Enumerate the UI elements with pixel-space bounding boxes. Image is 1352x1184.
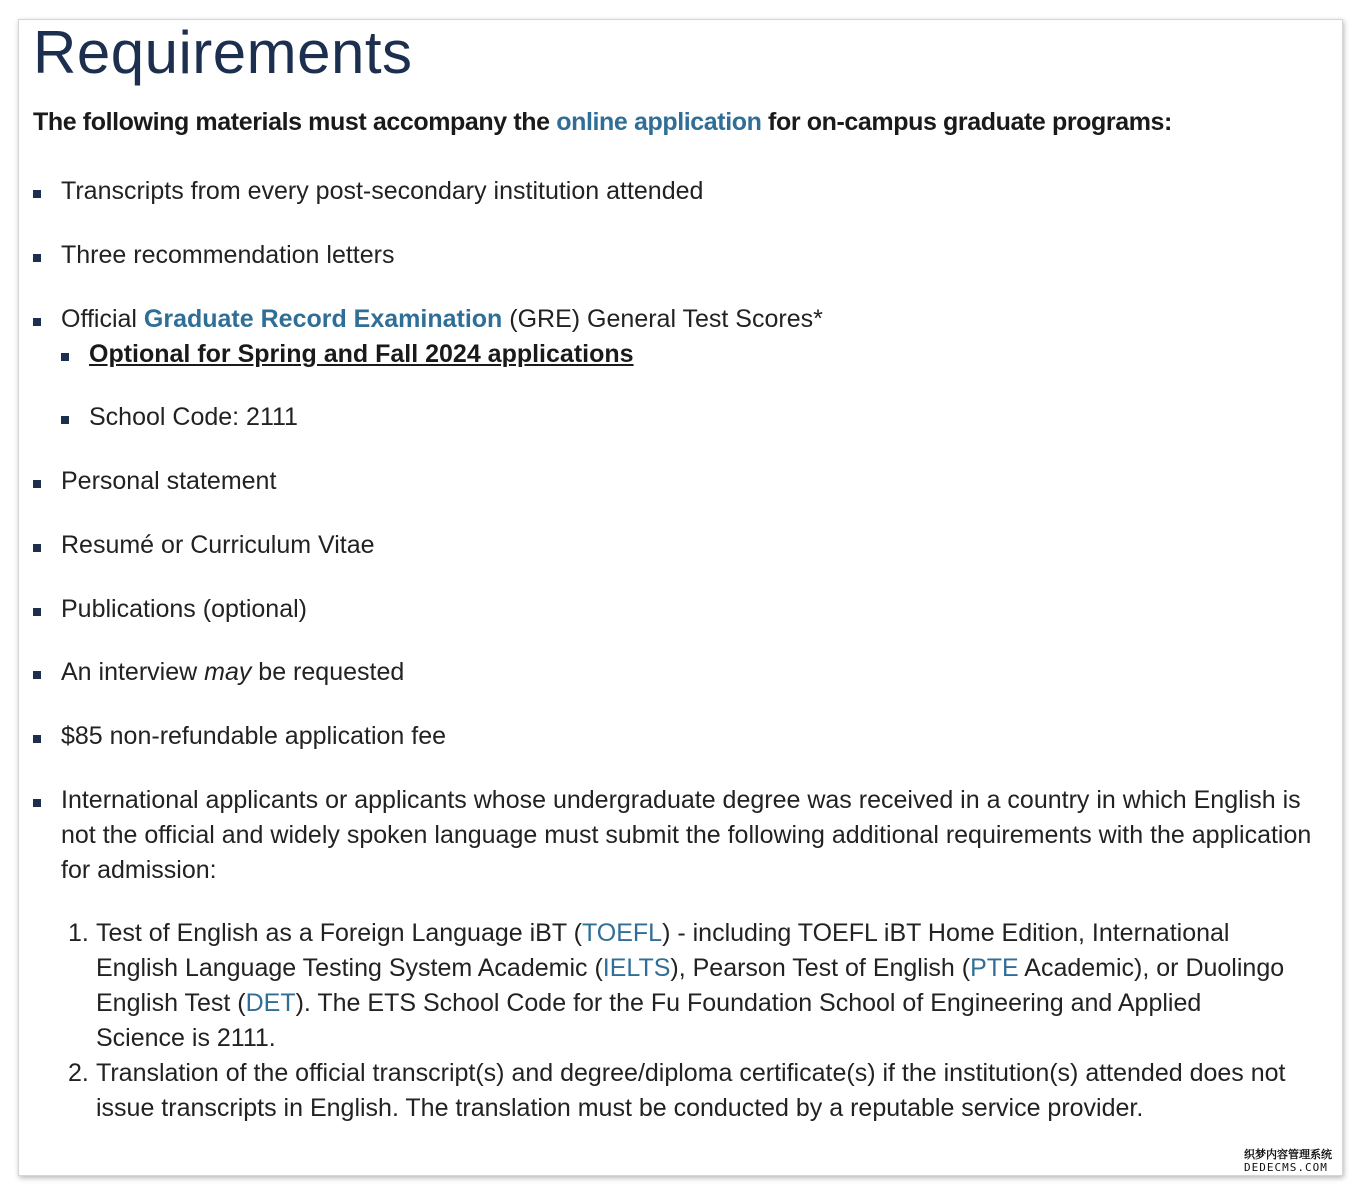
item-text: ). The ETS School Code for the Fu Foundation School of Engineering and Applied Science is 2111. <box>96 989 1202 1052</box>
bullet-square <box>33 190 41 198</box>
list-item-resume <box>61 528 375 563</box>
item-label: International applicants or applicants whose undergraduate degree was received in a country in which English is not the official and widely spoken language must submit the following additional requirements with the application for admission: <box>61 786 1312 884</box>
bullet-square <box>33 318 41 326</box>
page-title: Requirements <box>33 19 413 86</box>
item-label: Personal statement <box>61 467 277 495</box>
item-label: Publications (optional) <box>61 595 307 623</box>
intro-before: The following materials must accompany the <box>33 108 557 136</box>
item-emphasis: may <box>204 658 252 686</box>
sub-item-gre-optional <box>89 337 634 372</box>
gre-link[interactable]: Graduate Record Examination <box>143 305 503 333</box>
list-item-fee <box>61 719 446 754</box>
list-item-interview <box>61 655 404 690</box>
bullet-square <box>33 799 41 807</box>
item-number: 1. <box>68 919 89 947</box>
bullet-square <box>33 671 41 679</box>
bullet-square <box>33 544 41 552</box>
item-label: Three recommendation letters <box>61 241 395 269</box>
online-application-link[interactable]: online application <box>556 108 762 136</box>
det-link[interactable]: DET <box>245 989 296 1017</box>
list-item-statement <box>61 464 276 499</box>
list-item-gre <box>61 302 823 337</box>
list-item-transcripts <box>61 174 703 209</box>
ielts-link[interactable]: IELTS <box>602 954 671 982</box>
item-label: $85 non-refundable application fee <box>61 722 447 750</box>
item-text: Academic), or Duolingo English Test ( <box>96 954 1285 1017</box>
list-item-international <box>61 783 1319 888</box>
watermark-line2: DEDECMS.COM <box>1244 1161 1328 1174</box>
bullet-square <box>33 608 41 616</box>
item-label: Official <box>61 305 144 333</box>
item-label: Resumé or Curriculum Vitae <box>61 531 375 559</box>
bullet-square <box>33 480 41 488</box>
intro-after: for on-campus graduate programs: <box>761 108 1172 136</box>
item-number: 2. <box>68 1059 89 1087</box>
sub-item-school-code <box>89 400 298 435</box>
item-text: ) - including TOEFL iBT Home Edition, International English Language Testing System Academic ( <box>96 919 1230 982</box>
bullet-square <box>61 416 69 424</box>
watermark <box>1244 1148 1332 1174</box>
item-text: Translation of the official transcript(s) and degree/diploma certificate(s) if the institution(s) attended does not issue transcripts in English. The translation must be conducted by a reputable service provider. <box>96 1059 1286 1122</box>
item-label: Transcripts from every post-secondary institution attended <box>61 177 704 205</box>
gre-optional-note: Optional for Spring and Fall 2024 applications <box>89 340 634 368</box>
item-text: ), Pearson Test of English ( <box>670 954 971 982</box>
bullet-square <box>33 735 41 743</box>
list-item-letters <box>61 238 394 273</box>
item-label: (GRE) General Test Scores* <box>502 305 823 333</box>
item-label: An interview <box>61 658 205 686</box>
list-item-publications <box>61 592 307 627</box>
toefl-link[interactable]: TOEFL <box>581 919 663 947</box>
watermark-line1: 织梦内容管理系统 <box>1244 1148 1332 1161</box>
pte-link[interactable]: PTE <box>970 954 1019 982</box>
numbered-item-2 <box>68 1056 1296 1126</box>
item-label: be requested <box>251 658 405 686</box>
numbered-item-1 <box>68 916 1296 1056</box>
bullet-square <box>33 254 41 262</box>
item-text: Test of English as a Foreign Language iBT ( <box>96 919 582 947</box>
bullet-square <box>61 353 69 361</box>
school-code: School Code: 2111 <box>89 403 298 431</box>
intro-text <box>33 108 1172 137</box>
